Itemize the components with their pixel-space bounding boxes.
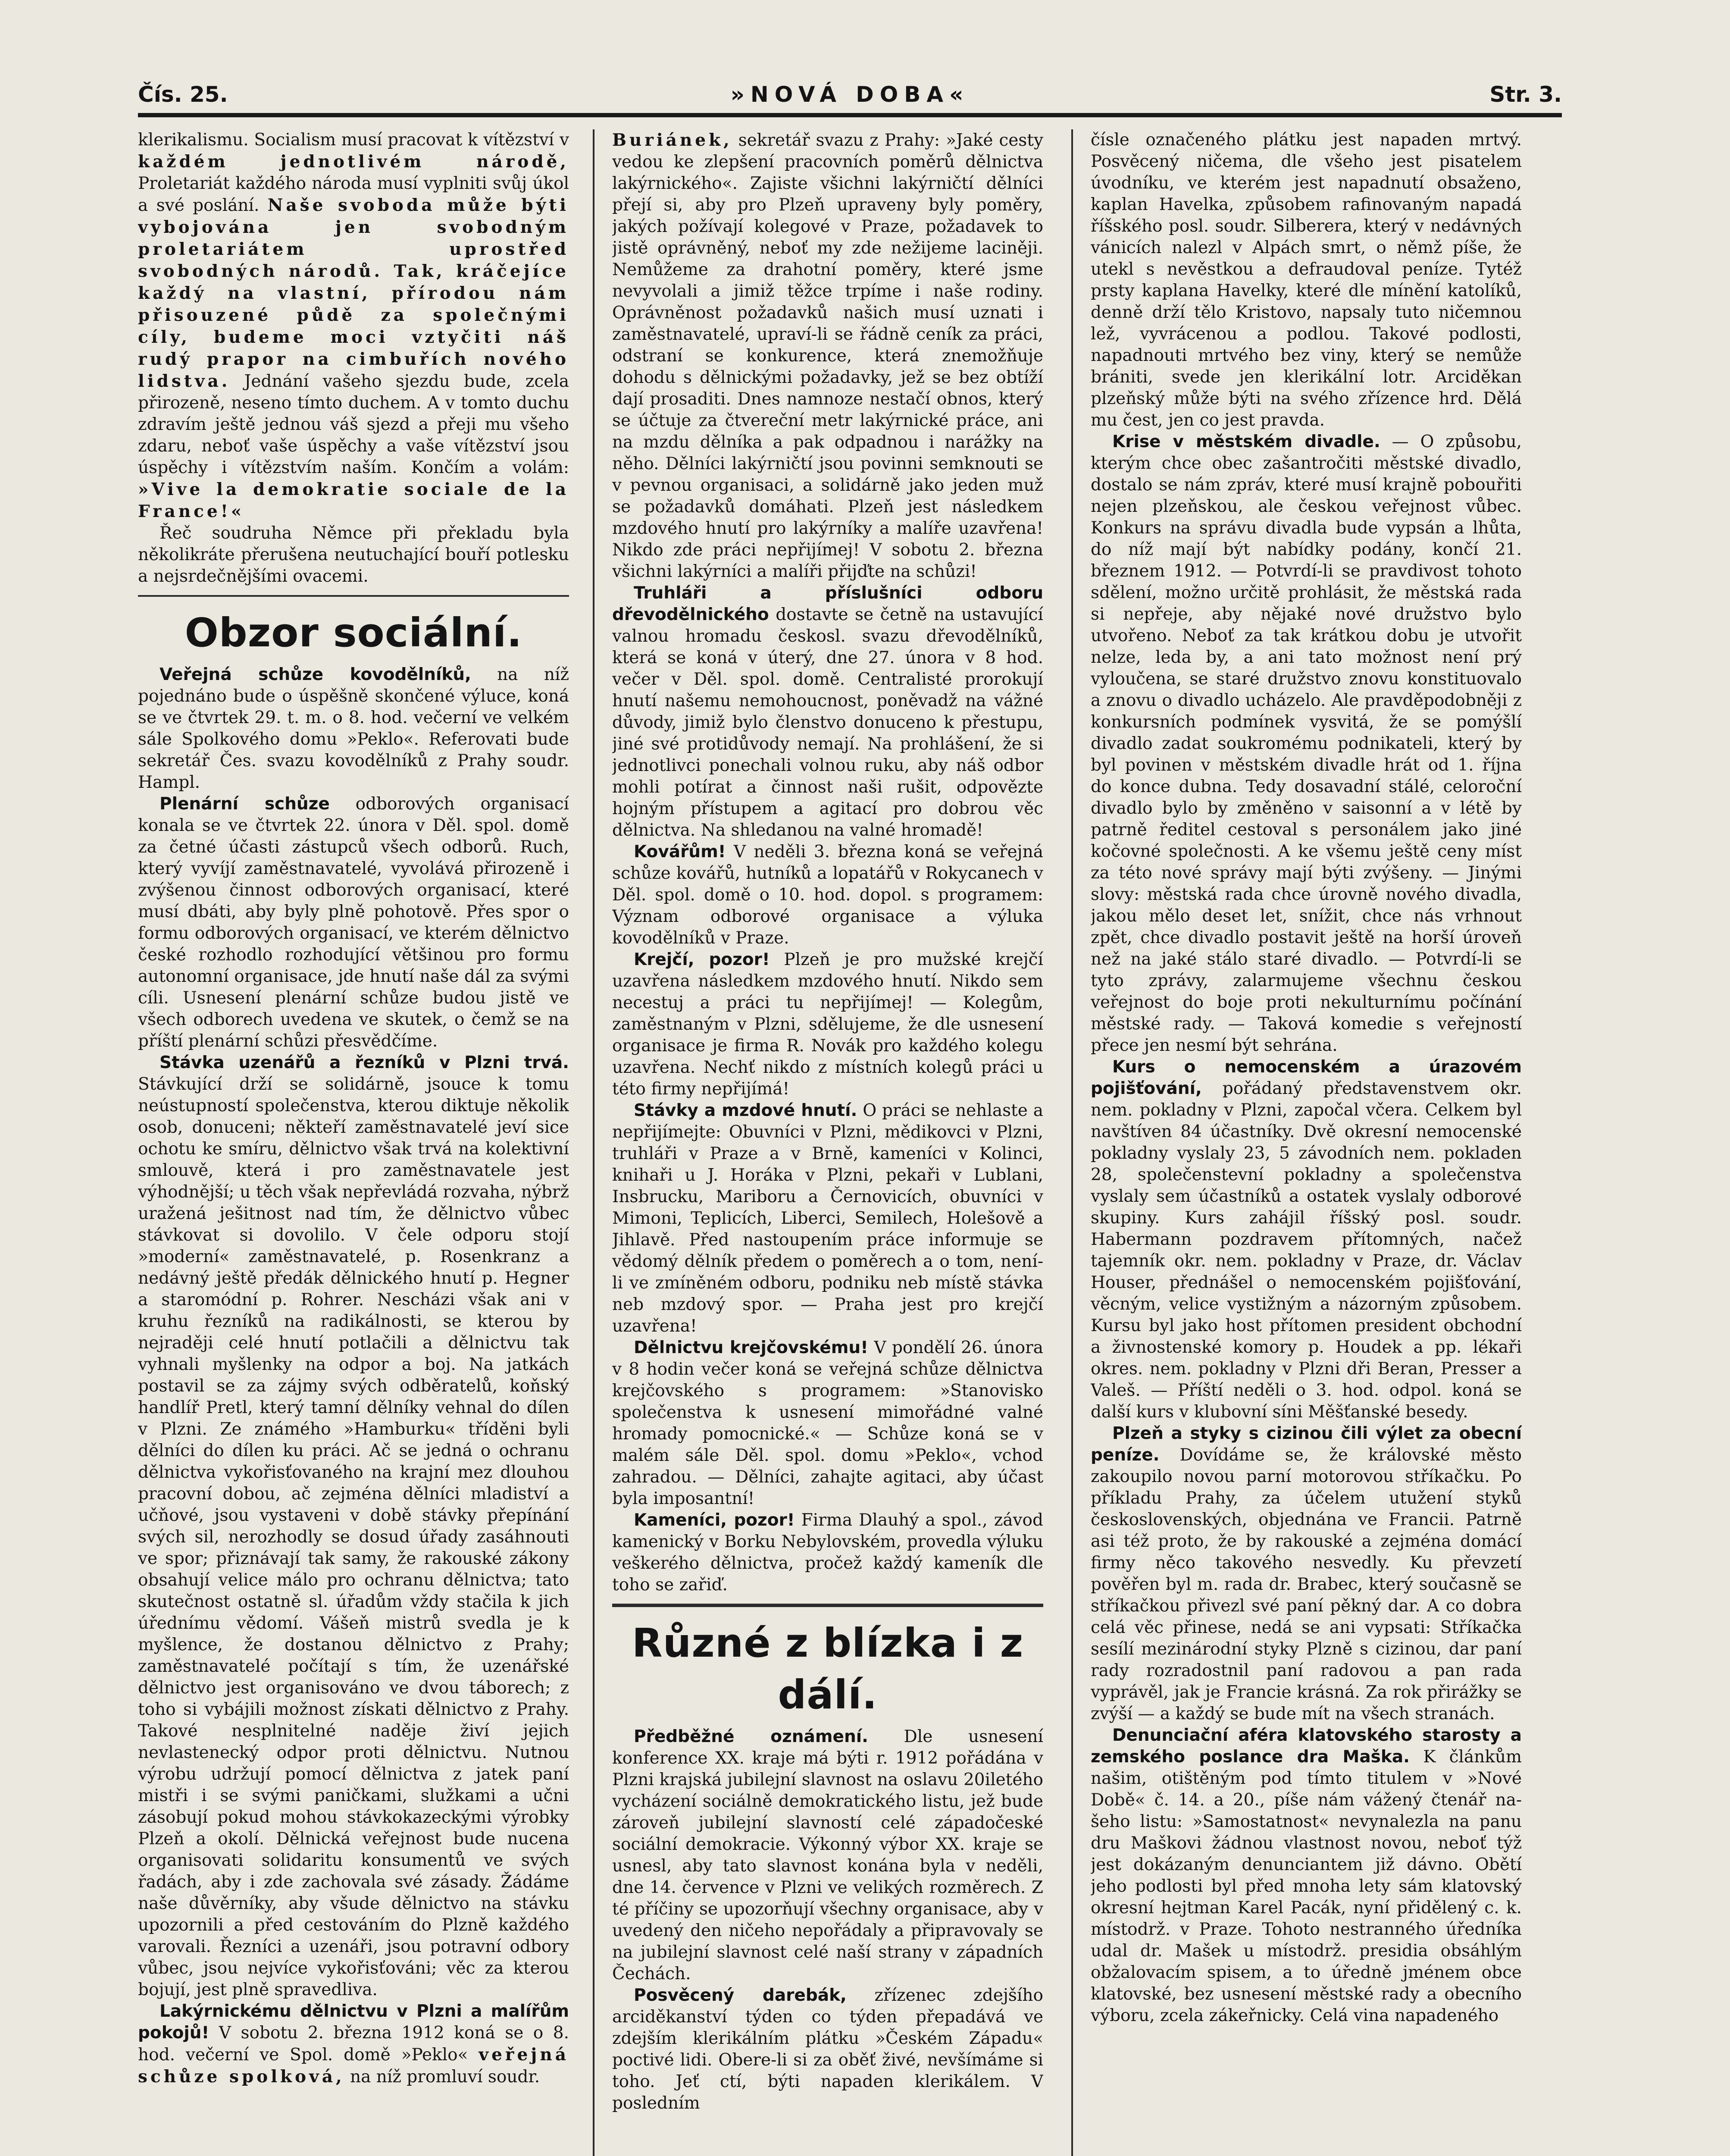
divider	[138, 595, 569, 597]
article-paragraph: Řeč soudruha Němce při překladu byla několikráte přerušena neutuchající bouří potlesku a nejsrdečnějšími ovacemi.	[138, 523, 569, 586]
news-item: Kurs o nemocenském a úrazovém pojišťování, pořádaný představenstvem okr. nem. pokladny v Plzni, započal včera. Celkem byl navštíven 84 účastníky. Dvě okresní nemocenské pokladny vyslaly 23, 5 závodních nem. pokladen 28, společenstevní pokladny a společenstva vyslaly sem účastníků a ostatek vyslaly odborové skupiny. Kurs zahájil říšský posl. soudr. Habermann pozdravem přítomných, načež tajemník okr. nem. pokladny v Praze, dr. Václav Houser, přednášel o nemocenském pojišťování, věcným, velice vystižným a názorným způsobem. Kursu byl jako host přítomen president obchodní a živnostenské komory p. Houdek a pp. lékaři okres. nem. pokladny v Plzni dři Beran, Presser a Valeš. — Příští neděli o 3. hod. odpol. koná se další kurs v klubovní síni Měšťanské besedy.	[1091, 1057, 1522, 1422]
column-3	[1091, 129, 1522, 2156]
column-1	[138, 129, 569, 2156]
news-item: Lakýrnickému dělnictvu v Plzni a malířům pokojů! V sobotu 2. března 1912 koná se o 8. hod. večerní ve Spol. domě »Peklo« veřejná schůze spolková, na níž promluví soudr.	[138, 2002, 569, 2087]
news-item: Stávka uzenářů a řezníků v Plzni trvá. Stávkující drží se solidárně, jsouce k tomu neústupností společenstva, kterou diktuje několik osob, donuceni; někteří zaměstnavatelé jeví sice ochotu ke smíru, dělnictvo však trvá na kolektivní smlouvě, která i pro zaměstnavatele jest výhodnější; u těch však nepřevládá rozvaha, nýbrž uražená ješitnost nad tím, že dělnictvo vůbec stávkovat si dovolilo. V čele odporu stojí »moderní« zaměstnavatelé, p. Rosenkranz a nedávný ještě předák dělnického hnutí p. Hegner a staromódní p. Rohrer. Nescházi však ani v kruhu řezníků na radikálnosti, se kterou by nejraději celé hnutí potlačili a dělnictvu tak vyhnali myšlenky na odpor a boj. Na jatkách postavil se za zájmy svých odběratelů, koňský handlíř Pretl, který tamní dělníky vehnal do dílen v Plzni. Ze známého »Hamburku« tříděni byli dělníci do dílen ku práci. Ač se jedná o ochranu dělnictva vykořisťovaného na krajní mez dlouhou pracovní dobou, ač zejména dělníci mladiství a učňové, jsou vystaveni v době stávky přepínání svých sil, nerozhodly se dosud úřady zasáhnouti ve spor; přiznávají tak samy, že rakouské zákony obsahují velice málo pro ochranu dělnictva; tato skutečnost ostatně sl. úřadům vždy stačila k jich úřednímu vědomí. Vášeň mistrů svedla je k myšlence, že dostanou dělnictvo z Prahy; zaměstnavatelé počítají s tím, že uzenářské dělnictvo jest organisováno ve dvou táborech; z toho si vybájili možnost získati dělnictvo z Prahy. Takové nesplnitelné naděje živí jejich nevlastenecký odpor proti dělnictvu. Nutnou výrobu udržují pomocí dělnictva z jatek paní mistři i se svými paničkami, služkami a učni zásobují pokud mohou stávkokazeckými výrobky Plzeň a okolí. Dělnická veřejnost bude nucena organisovati solidaritu konsumentů ve svých řadách, aby i zde zachovala své zásady. Žádáme naše důvěrníky, aby všude dělnictvo na stávku upozornili a před cestováním do Plzně každého varovali. Řezníci a uzenáři, jsou potravní odbory vůbec, jsou nejvíce vykořisťováni; věc za kterou bojují, jest plně spravedliva.	[138, 1053, 569, 1999]
news-item: Kovářům! V neděli 3. března koná se veřejná schůze kovářů, hutníků a lopatářů v Rokycanech v Děl. spol. domě o 10. hod. dopol. s programem: Význam odborové organisace a výluka kovodělníků v Praze.	[612, 842, 1043, 948]
news-item: Plzeň a styky s cizinou čili výlet za obecní peníze. Dovídáme se, že královské město zakoupilo novou parní motorovou stříkačku. Po příkladu Prahy, za účelem utužení styků československých, objednána ve Francii. Patrně asi též proto, že by rakouské a zejména domácí firmy něco takového nesvedly. Ku převzetí pověřen byl m. rada dr. Brabec, který současně se stříkačkou přivezl své paní pěkný dar. A co dobra celá věc přinese, nedá se ani vypsati: Stříkačka sesílí mezinárodní styky Plzně s cizinou, dar paní rady rozradostnil paní radovou a pan rada vyprávěl, jak je Francie krásná. Za rok přirážky se zvýší — a každý se bude mít na všech stranách.	[1091, 1424, 1522, 1724]
masthead-title: »NOVÁ DOBA«	[730, 82, 970, 107]
page-number: Str. 3.	[1489, 82, 1562, 107]
column-2	[612, 129, 1043, 2156]
divider	[612, 1604, 1043, 1607]
news-item: Plenární schůze odborových organisací konala se ve čtvrtek 22. února v Děl. spol. domě za četné účasti zástupců všech odborů. Ruch, který vyvíjí zaměstnavatelé, vyvolává přirozeně i zvýšenou činnost odborových organisací, které musí dbáti, aby byly plně pohotově. Přes spor o formu odborových organisací, ve kterém dělnictvo české rozhodlo rozhodující většinou pro formu autonomní organisace, jde hnutí naše dál za svými cíli. Usnesení plenární schůze budou jistě ve všech odborech uvedena ve skutek, o čemž se na příští plenární schůzi přesvědčíme.	[138, 794, 569, 1051]
section-heading: Různé z blízka i z dálí.	[632, 1620, 1024, 1718]
news-item: Kameníci, pozor! Firma Dlauhý a spol., závod kamenický v Borku Nebylovském, provedla výluku veškerého dělnictva, pročež každý kameník dle toho se zařiď.	[612, 1510, 1043, 1595]
column-rule	[593, 129, 594, 2156]
column-rule	[1071, 129, 1073, 2156]
article-paragraph: klerikalismu. Socialism musí pracovat k vítězství v každém jednotlivém národě, Proletariát každého národa musí vyplniti svůj úkol a své poslání. Naše svoboda může býti vybojována jen svobodným proletariátem uprostřed svobodných národů. Tak, kráčejíce každý na vlastní, přírodou nám přisouzené půdě za společnými cíly, budeme moci vztyčiti náš rudý prapor na cimbuřích nového lidstva. Jednání vašeho sjezdu bude, zcela přirozeně, neseno tímto duchem. A v tomto duchu zdravím ještě jednou váš sjezd a přeji mu všeho zdaru, neboť vaše úspěchy a vaše vítězství jsou úspěchy i vítězstvím naším. Končím a volám: »Vive la demokratie sociale de la France!«	[138, 130, 569, 521]
news-item: Truhláři a příslušníci odboru dřevodělnického dostavte se četně na ustavující valnou hromadu českosl. svazu dřevodělníků, která se koná v úterý, dne 27. února v 8 hod. večer v Děl. spol. domě. Centralisté prorokují hnutí našemu nemohoucnost, poněvadž na vážné důvody, jimiž bylo členstvo donuceno k přestupu, jiné své protidůvody nemají. Na prohlášení, že si jednotlivci ponechali volnou ruku, aby náš odbor mohli potírat a činnost naši rušit, odpovězte hojným přístupem a agitací pro dobrou věc dělnictva. Na shledanou na valné hromadě!	[612, 583, 1043, 840]
section-heading: Obzor sociální.	[185, 610, 522, 656]
issue-number: Čís. 25.	[138, 82, 228, 107]
page-header	[138, 65, 1562, 112]
header-rule	[138, 113, 1562, 117]
news-item: Krise v městském divadle. — O způsobu, kterým chce obec zašantročiti městské divadlo, dostalo se nám zpráv, které musí krajně pobouřiti nejen plzeňskou, ale českou veřejnost vůbec. Konkurs na správu divadla bude vypsán a lhůta, do níž mají být nabídky podány, končí 21. březnem 1912. — Potvrdí-li se pravdivost tohoto sdělení, možno určitě prohlásit, že městská rada si nepřeje, aby nějaké nové družstvo bylo utvořeno. Neboť za tak krátkou dobu je utvořit nelze, leda by, a ani tato možnost není prý vyloučena, se staré družstvo znovu konstituovalo a znovu o divadlo ucházelo. Ale pravděpodobněji z konkursních podmínek vysvitá, že se pomýšlí divadlo zadat soukromému podnikateli, který by byl povinen v městském divadle hrát od 1. října do konce dubna. Tedy dosavadní stálé, celoroční divadlo bylo by změněno v saisonní a v létě by patrně ředitel cestoval s personálem jako jiné kočovné společnosti. A ke všemu ještě ceny míst za této nové správy mají býti zvýšeny. — Jinými slovy: městská rada chce úrovně nového divadla, jakou mělo deset let, snížit, chce nás vrhnout zpět, chce divadlo postavit ještě na horší úroveň než na jaké stálo staré divadlo. — Potvrdí-li se tyto zprávy, zalarmujeme všechnu českou veřejnost do boje proti nekulturnímu počínání městské rady. — Taková komedie s veřejností přece jen nesmí být sehrána.	[1091, 432, 1522, 1055]
news-item: Dělnictvu krejčovskému! V pondělí 26. února v 8 hodin večer koná se veřejná schůze dělnictva krejčovského s programem: »Stanovisko společenstva k usnesení mimořádné valné hromady pomocnické.« — Schůze koná se v malém sále Děl. spol. domu »Peklo«, vchod zahradou. — Dělníci, zahajte agitaci, aby účast byla imposantní!	[612, 1338, 1043, 1508]
news-item: Stávky a mzdové hnutí. O práci se nehlaste a nepřijímejte: Obuvníci v Plzni, mědikovci v Plzni, truhláři v Praze a v Brně, kameníci v Kolinci, knihaři u J. Horáka v Plzni, pekaři v Lublani, Insbrucku, Mariboru a Černovicích, obuvníci v Mimoni, Teplicích, Liberci, Semilech, Holešově a Jihlavě. Před nastoupením práce informuje se vědomý dělník předem o poměrech a o tom, není-li ve zmíněném odboru, podniku neb místě stávka neb mzdový spor. — Praha jest pro krejčí uzavřena!	[612, 1101, 1043, 1336]
news-item: Předběžné oznámení. Dle usnesení konference XX. kraje má býti r. 1912 pořádána v Plzni krajská jubilejní slavnost na oslavu 20iletého vycházení sociálně demokratického listu, jež bude zároveň jubilejní slavností celé západočeské sociální demokracie. Výkonný výbor XX. kraje se usnesl, aby tato slavnost konána byla v neděli, dne 14. července v Plzni ve velikých rozměrech. Z té příčiny se upozorňují všechny organisace, aby v uvedený den ničeho nepořádaly a připravovaly se na jubilejní slavnost celé naší strany v západních Čechách.	[612, 1727, 1043, 1984]
news-item: Buriánek, sekretář svazu z Prahy: »Jaké cesty vedou ke zlepšení pracovních poměrů dělnictva lakýrnického«. Zajiste všichni lakýrničtí dělníci přejí si, aby pro Plzeň upraveny byly poměry, jakých požívají kolegové v Praze, požadavek to jistě oprávněný, neboť my zde nežijeme laciněji. Nemůžeme za drahotní poměry, které jsme nevyvolali a jimiž těžce trpíme i naše rodiny. Oprávněnost požadavků našich musí uznati i zaměstnavatelé, upraví-li se řádně ceník za práci, odstraní se konkurence, která znemožňuje dohodu s dělnickými požadavky, jež se bez obtíží dají prosaditi. Dnes namnoze nestačí obnos, který se účtuje za čtvereční metr lakýrnické práce, ani na mzdu dělníka a pak odpadnou i narážky na něho. Dělníci lakýrničtí jsou povinni semknouti se v pevnou organisaci, a solidárně jako jeden muž se požadavků domáhati. Plzeň jest následkem mzdového hnutí pro lakýrníky a malíře uzavřena! Nikdo zde práci nepřijímej! V sobotu 2. března všichni lakýrníci a malíři přijďte na schůzi!	[612, 130, 1043, 581]
news-item: Krejčí, pozor! Plzeň je pro mužské krejčí uzavřena následkem mzdového hnutí. Nikdo sem necestuj a práci tu nepřijímej! — Kolegům, zaměstnaným v Plzni, sdělujeme, že dle usnesení organisace je firma R. Novák pro každého kolegu uzavřena. Nechť nikdo z místních kolegů práci u této firmy nepřijímá!	[612, 950, 1043, 1099]
news-item: čísle označeného plátku jest napaden mrtvý. Posvěcený ničema, dle všeho jest pisatelem úvodníku, ve kterém jest napadnutí obsaženo, kaplan Havelka, způsobem rafinovaným napadá říšského posl. soudr. Silberera, který v nedávných vánicích nalezl v Alpách smrt, o němž píše, že utekl s nevěstkou a defraudoval peníze. Tytéž prsty kaplana Havelky, které dle mínění katolíků, denně drží tělo Kristovo, napsaly tuto ničemnou lež, vyvrácenou a podlou. Takové podlosti, napadnouti mrtvého bez viny, který se nemůže brániti, svede jen klerikální lotr. Arciděkan plzeňský může býti na svého zřízence hrd. Dělá mu čest, jen co jest pravda.	[1091, 130, 1522, 430]
news-item: Veřejná schůze kovodělníků, na níž pojednáno bude o úspěšně skončené výluce, koná se ve čtvrtek 29. t. m. o 8. hod. večerní ve velkém sále Spolkového domu »Peklo«. Referovati bude sekretář Čes. svazu kovodělníků z Prahy soudr. Hampl.	[138, 665, 569, 792]
news-item: Posvěcený darebák, zřízenec zdejšího arciděkanství týden co týden přepadává ve zdejším klerikálním plátku »Českém Západu« poctivé lidi. Obere-li si za oběť živé, nevšímáme si toho. Jeť ctí, býti napaden klerikálem. V posledním	[612, 1986, 1043, 2113]
news-item: Denunciační aféra klatovského starosty a zemského poslance dra Maška. K článkům našim, otištěným pod tímto titulem v »Nové Době« č. 14. a 20., píše nám vážený čtenář na-šeho listu: »Samostatnost« nevynalezla na panu dru Maškovi žádnou vlastnost novou, neboť týž jest dokázaným denunciantem již dávno. Obětí jeho podlosti byl před mnoha lety sám klatovský okresní hejtman Karel Pacák, nyní přidělený c. k. místodrž. v Praze. Tohoto nestranného úředníka udal dr. Mašek u místodrž. presidia obsáhlým obžalovacím spisem, a to úředně jménem obce klatovské, bez usnesení městské rady a obecního výboru, zcela zákeřnicky. Celá vina napadeného	[1091, 1726, 1522, 2025]
